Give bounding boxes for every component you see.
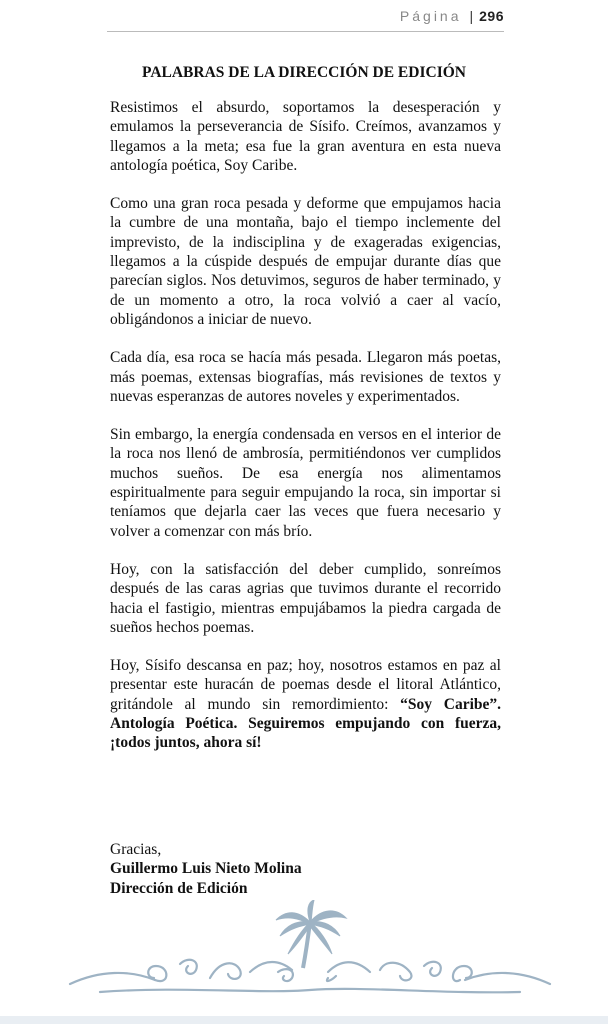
page-label: Página xyxy=(399,8,462,24)
paragraph-6 xyxy=(110,656,501,752)
paragraph-3: Cada día, esa roca se hacía más pesada. Llegaron más poetas, más poemas, extensas biografías, más revisiones de textos y nuevas esperanzas de autores noveles y experimentados. xyxy=(110,349,501,405)
paragraph-4: Sin embargo, la energía condensada en versos en el interior de la roca nos llenó de ambrosía, permitiéndonos ver cumplidos muchos sueños. De esa energía nos alimentamos espiritualmente para seguir empujando la roca, sin importar si teníamos que dejarla caer las veces que fuera necesario y volver a comenzar con más brío. xyxy=(110,426,501,540)
header-separator: | xyxy=(469,8,474,24)
page-title: PALABRAS DE LA DIRECCIÓN DE EDICIÓN xyxy=(142,64,466,81)
header-rule xyxy=(107,31,504,32)
signer-role: Dirección de Edición xyxy=(110,879,248,897)
signer-name: Guillermo Luis Nieto Molina xyxy=(110,860,302,878)
paragraph-6-bold: “Soy Caribe”. Antología Poética. Seguiremos empujando con fuerza, ¡todos juntos, ahora sí! xyxy=(110,695,502,752)
document-body xyxy=(110,98,501,772)
page-header xyxy=(400,8,504,24)
palm-ornament xyxy=(60,900,560,1010)
swirl-ornament xyxy=(70,960,550,993)
paragraph-5: Hoy, con la satisfacción del deber cumplido, sonreímos después de las caras agrias que tuvimos durante el recorrido hacia el fastigio, mientras empujábamos la piedra cargada de sueños hechos poemas. xyxy=(110,560,501,636)
page-number: 296 xyxy=(479,8,504,24)
paragraph-2: Como una gran roca pesada y deforme que empujamos hacia la cumbre de una montaña, bajo el tiempo inclemente del imprevisto, de la indisciplina y de exageradas exigencias, llegamos a la cúspide después de empujar durante días que parecían siglos. Nos detuvimos, seguros de haber terminado, y de un momento a otro, la roca volvió a caer al vacío, obligándonos a iniciar de nuevo. xyxy=(110,195,501,328)
signature-block xyxy=(110,840,302,898)
closing-text: Gracias, xyxy=(110,841,162,858)
bottom-bar xyxy=(0,1016,608,1024)
paragraph-1: Resistimos el absurdo, soportamos la desesperación y emulamos la perseverancia de Sísifo. Creímos, avanzamos y llegamos a la meta; esa fue la gran aventura en esta nueva antología poética, Soy Caribe. xyxy=(110,99,501,174)
palm-tree-icon xyxy=(276,900,346,968)
paragraph-6-text: Hoy, Sísifo descansa en paz; hoy, nosotros estamos en paz al presentar este huracán de poemas desde el litoral Atlántico, gritándole al mundo sin remordimiento: xyxy=(110,657,501,713)
